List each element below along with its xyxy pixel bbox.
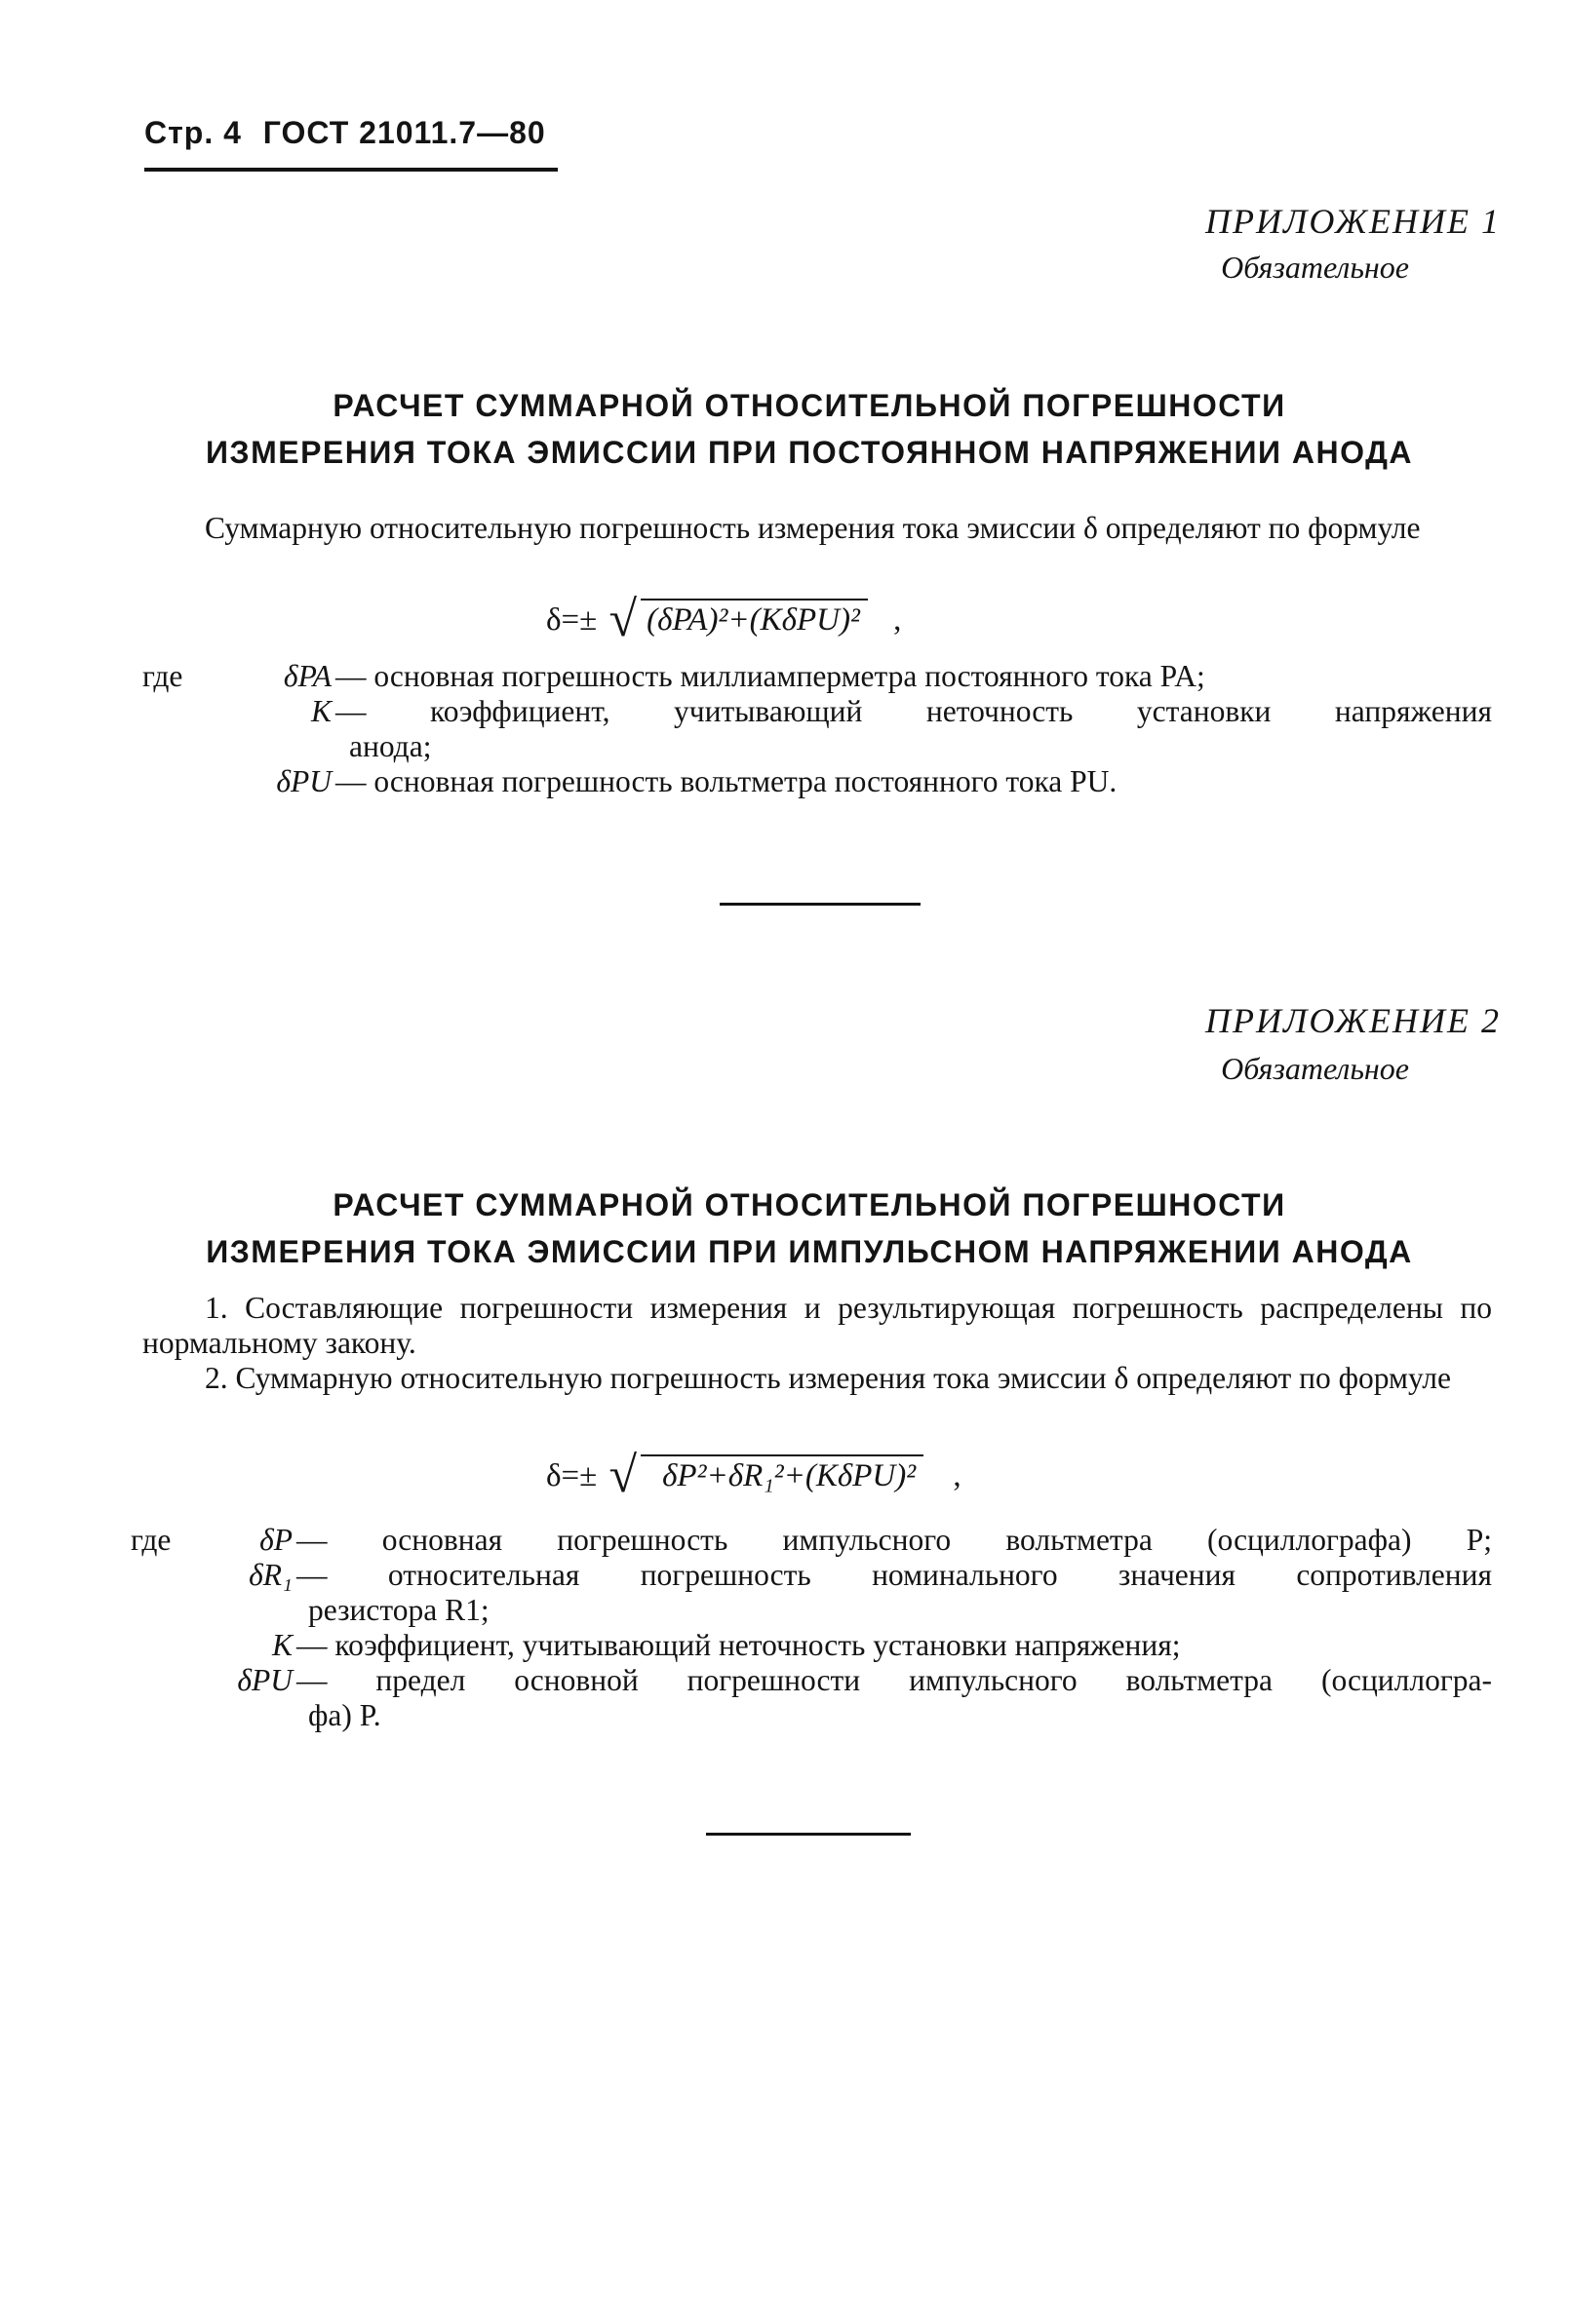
definition-text: — коэффициент, учитывающий неточность установки напряжения;	[296, 1628, 1181, 1662]
standard-number: ГОСТ 21011.7—80	[262, 115, 546, 150]
definition-symbol: δPU	[276, 764, 332, 798]
appendix1-label: ПРИЛОЖЕНИЕ 1	[1205, 202, 1501, 241]
formula1-tail: ,	[893, 602, 902, 638]
formula2-radicand: δP²+δR₁²+(KδPU)²	[662, 1458, 917, 1493]
where-label: где	[131, 1523, 172, 1557]
appendix1-intro: Суммарную относительную погрешность измерения тока эмиссии δ определяют по формуле	[205, 511, 1421, 545]
definition-symbol: K	[271, 1628, 293, 1662]
definition-text: — основная погрешность вольтметра постоянного тока PU.	[335, 764, 1118, 798]
appendix2-label: ПРИЛОЖЕНИЕ 2	[1205, 1001, 1501, 1040]
section-divider	[720, 903, 921, 906]
header-underline	[144, 168, 558, 172]
definition-item	[222, 659, 1492, 694]
definition-item	[191, 1558, 1492, 1593]
appendix2-title	[146, 1181, 1472, 1275]
end-divider	[706, 1833, 911, 1836]
appendix1-status: Обязательное	[1221, 250, 1409, 285]
definition-symbol: δPU	[237, 1663, 293, 1697]
definition-item	[191, 1663, 1492, 1698]
definition-symbol: δPA	[283, 659, 332, 693]
definition-item	[191, 1523, 1492, 1558]
appendix1-title-line2: ИЗМЕРЕНИЯ ТОКА ЭМИССИИ ПРИ ПОСТОЯННОМ НАПРЯЖЕНИИ АНОДА	[206, 435, 1413, 470]
sqrt-symbol: √	[608, 592, 638, 647]
page-ref: Стр. 4	[144, 115, 242, 150]
definition-continuation: фа) P.	[308, 1698, 381, 1732]
appendix1-title	[146, 382, 1472, 476]
appendix1-title-line1: РАСЧЕТ СУММАРНОЙ ОТНОСИТЕЛЬНОЙ ПОГРЕШНОСТИ	[333, 388, 1286, 423]
definition-continuation: резистора R1;	[308, 1593, 490, 1627]
appendix1-formula	[546, 585, 902, 647]
appendix2-status: Обязательное	[1221, 1051, 1409, 1086]
definition-text: — относительная погрешность номинального значения сопротивления	[296, 1558, 1492, 1592]
page-header	[144, 115, 546, 151]
definition-text: — предел основной погрешности импульсного вольтметра (осциллогра-	[296, 1663, 1492, 1697]
appendix2-item1: 1. Составляющие погрешности измерения и результирующая погрешность распределены по нормальному закону.	[142, 1291, 1492, 1360]
appendix2-item2: 2. Суммарную относительную погрешность измерения тока эмиссии δ определяют по формуле	[205, 1361, 1452, 1395]
formula2-tail: ,	[953, 1458, 961, 1493]
formula1-radicand: (δPA)²+(KδPU)²	[647, 602, 860, 638]
definition-continuation: анода;	[349, 729, 432, 763]
formula2-lhs: δ=±	[546, 1458, 598, 1493]
definition-text: — основная погрешность импульсного вольтметра (осциллографа) P;	[296, 1523, 1492, 1557]
where-label: где	[142, 659, 183, 693]
appendix2-title-line1: РАСЧЕТ СУММАРНОЙ ОТНОСИТЕЛЬНОЙ ПОГРЕШНОСТИ	[333, 1187, 1286, 1222]
definition-item	[191, 1628, 1492, 1663]
definition-symbol: δP	[259, 1523, 293, 1557]
definition-text: — основная погрешность миллиамперметра постоянного тока PA;	[335, 659, 1205, 693]
definition-item	[222, 694, 1492, 729]
definition-symbol: K	[310, 694, 332, 728]
definition-text: — коэффициент, учитывающий неточность установки напряжения	[335, 694, 1492, 728]
definition-symbol: δR₁	[249, 1558, 293, 1592]
definition-item	[222, 764, 1492, 799]
appendix2-formula	[546, 1441, 961, 1503]
appendix2-title-line2: ИЗМЕРЕНИЯ ТОКА ЭМИССИИ ПРИ ИМПУЛЬСНОМ НАПРЯЖЕНИИ АНОДА	[206, 1234, 1413, 1269]
sqrt-symbol: √	[608, 1448, 638, 1503]
formula1-lhs: δ=±	[546, 602, 598, 638]
